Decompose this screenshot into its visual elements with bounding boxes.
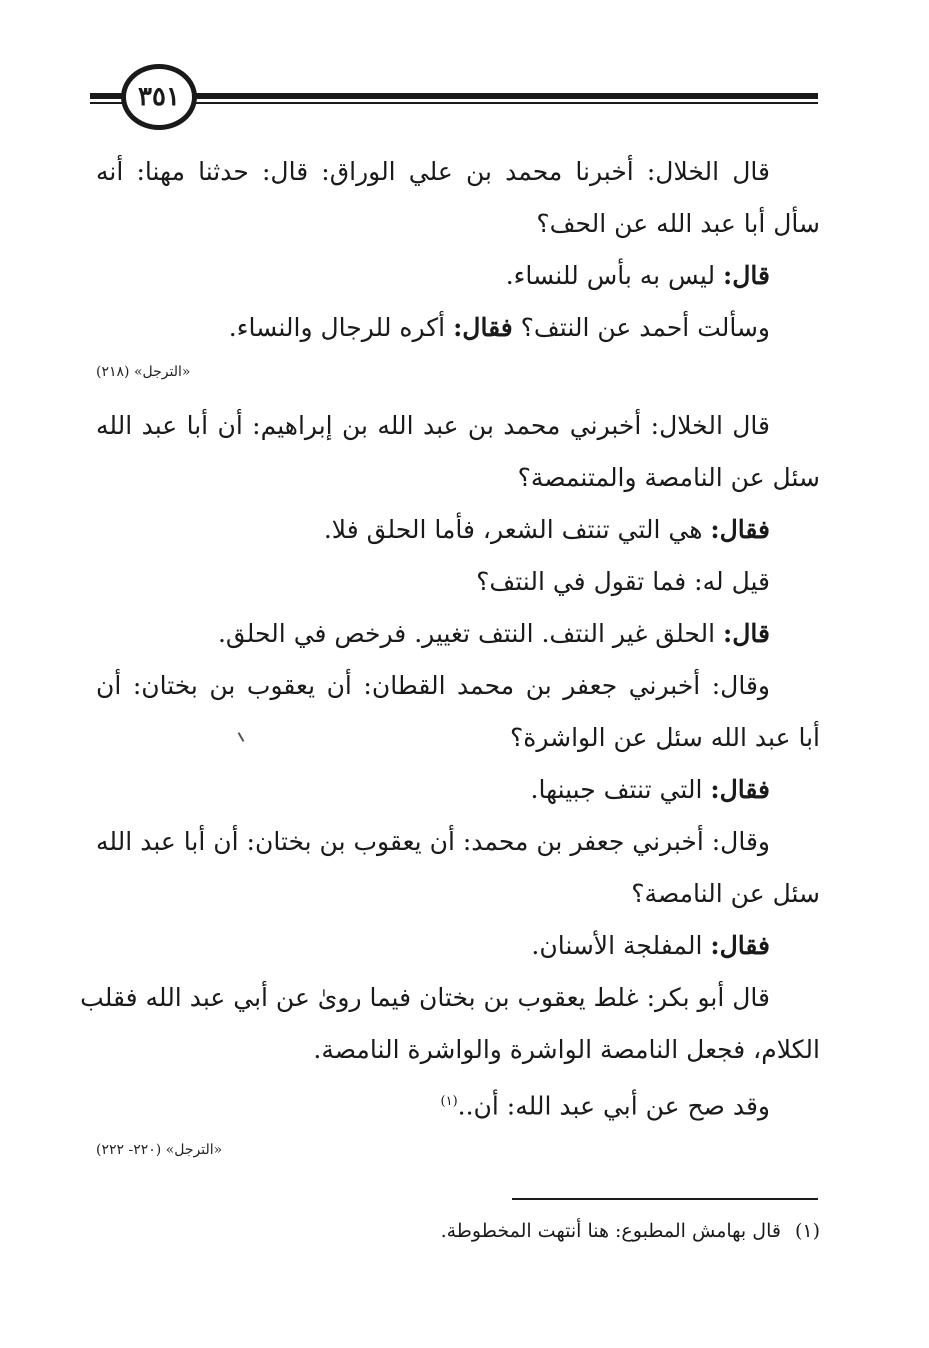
footnote-text: قال بهامش المطبوع: هنا أنتهت المخطوطة. [440, 1220, 781, 1242]
speaker-label: فقال: [453, 313, 513, 342]
page-header [0, 0, 929, 140]
line-text: قال الخلال: أخبرنا محمد بن علي الوراق: قال: حدثنا مهنا: أنه [96, 157, 770, 186]
line-text: وقال: أخبرني جعفر بن محمد القطان: أن يعقوب بن بختان: أن [96, 671, 770, 700]
paragraph-line [80, 974, 770, 1022]
line-text: هي التي تنتف الشعر، فأما الحلق فلا. [323, 515, 711, 544]
paragraph-line [96, 870, 820, 918]
footnote-divider [512, 1198, 818, 1200]
paragraph-line [96, 252, 770, 300]
paragraph-line [96, 200, 820, 248]
line-text: وقد صح عن أبي عبد الله: أن.. [457, 1091, 770, 1121]
line-text: ليس به بأس للنساء. [505, 261, 724, 290]
paragraph-line [96, 1026, 820, 1074]
paragraph-line [96, 766, 770, 814]
page-number: ٣٥١ [138, 82, 180, 112]
line-text: أبا عبد الله سئل عن الواشرة؟ [510, 723, 820, 752]
paragraph-line [96, 304, 770, 352]
speaker-label: فقال: [710, 931, 770, 960]
line-text: الكلام، فجعل النامصة الواشرة والواشرة النامصة. [313, 1035, 820, 1064]
line-text: قيل له: فما تقول في النتف؟ [476, 567, 770, 596]
paragraph-line [96, 454, 820, 502]
line-text: الحلق غير النتف. النتف تغيير. فرخص في الحلق. [217, 619, 724, 648]
line-text: وسألت أحمد عن النتف؟ [512, 313, 770, 342]
line-text: قال أبو بكر: غلط يعقوب بن بختان فيما روىٰ عن أبي عبد الله فقلب [80, 983, 770, 1012]
line-text: سئل عن النامصة والمتنمصة؟ [517, 463, 820, 492]
line-text: أكره للرجال والنساء. [228, 313, 454, 342]
paragraph-line [96, 818, 770, 866]
paragraph-line [96, 610, 770, 658]
paragraph-line [96, 1078, 770, 1130]
speaker-label: فقال: [710, 515, 770, 544]
paragraph-line [96, 402, 770, 450]
paragraph-line [96, 922, 770, 970]
line-text: سئل عن النامصة؟ [631, 879, 820, 908]
speaker-label: قال: [723, 261, 770, 290]
header-rule-thick [90, 93, 818, 99]
footnote-marker: (١) [440, 1094, 458, 1109]
line-text: سأل أبا عبد الله عن الحف؟ [536, 209, 820, 238]
paragraph-line [96, 506, 770, 554]
footnote [380, 1214, 820, 1248]
paragraph-line [96, 714, 820, 762]
line-text: التي تنتف جبينها. [530, 775, 711, 804]
line-text: المفلجة الأسنان. [531, 931, 711, 960]
page-number-badge [121, 64, 197, 130]
source-reference: «الترجل» (٢٢٠- ٢٢٢) [96, 1142, 223, 1158]
paragraph-line [96, 148, 770, 196]
speaker-label: قال: [723, 619, 770, 648]
paragraph-line [96, 662, 770, 710]
paragraph-line [96, 558, 770, 606]
line-text: قال الخلال: أخبرني محمد بن عبد الله بن إبراهيم: أن أبا عبد الله [96, 411, 770, 440]
speaker-label: فقال: [710, 775, 770, 804]
line-text: وقال: أخبرني جعفر بن محمد: أن يعقوب بن بختان: أن أبا عبد الله [96, 827, 770, 856]
footnote-number: (١) [794, 1220, 820, 1242]
header-rule-thin [90, 102, 818, 104]
source-reference: «الترجل» (٢١٨) [96, 364, 191, 380]
